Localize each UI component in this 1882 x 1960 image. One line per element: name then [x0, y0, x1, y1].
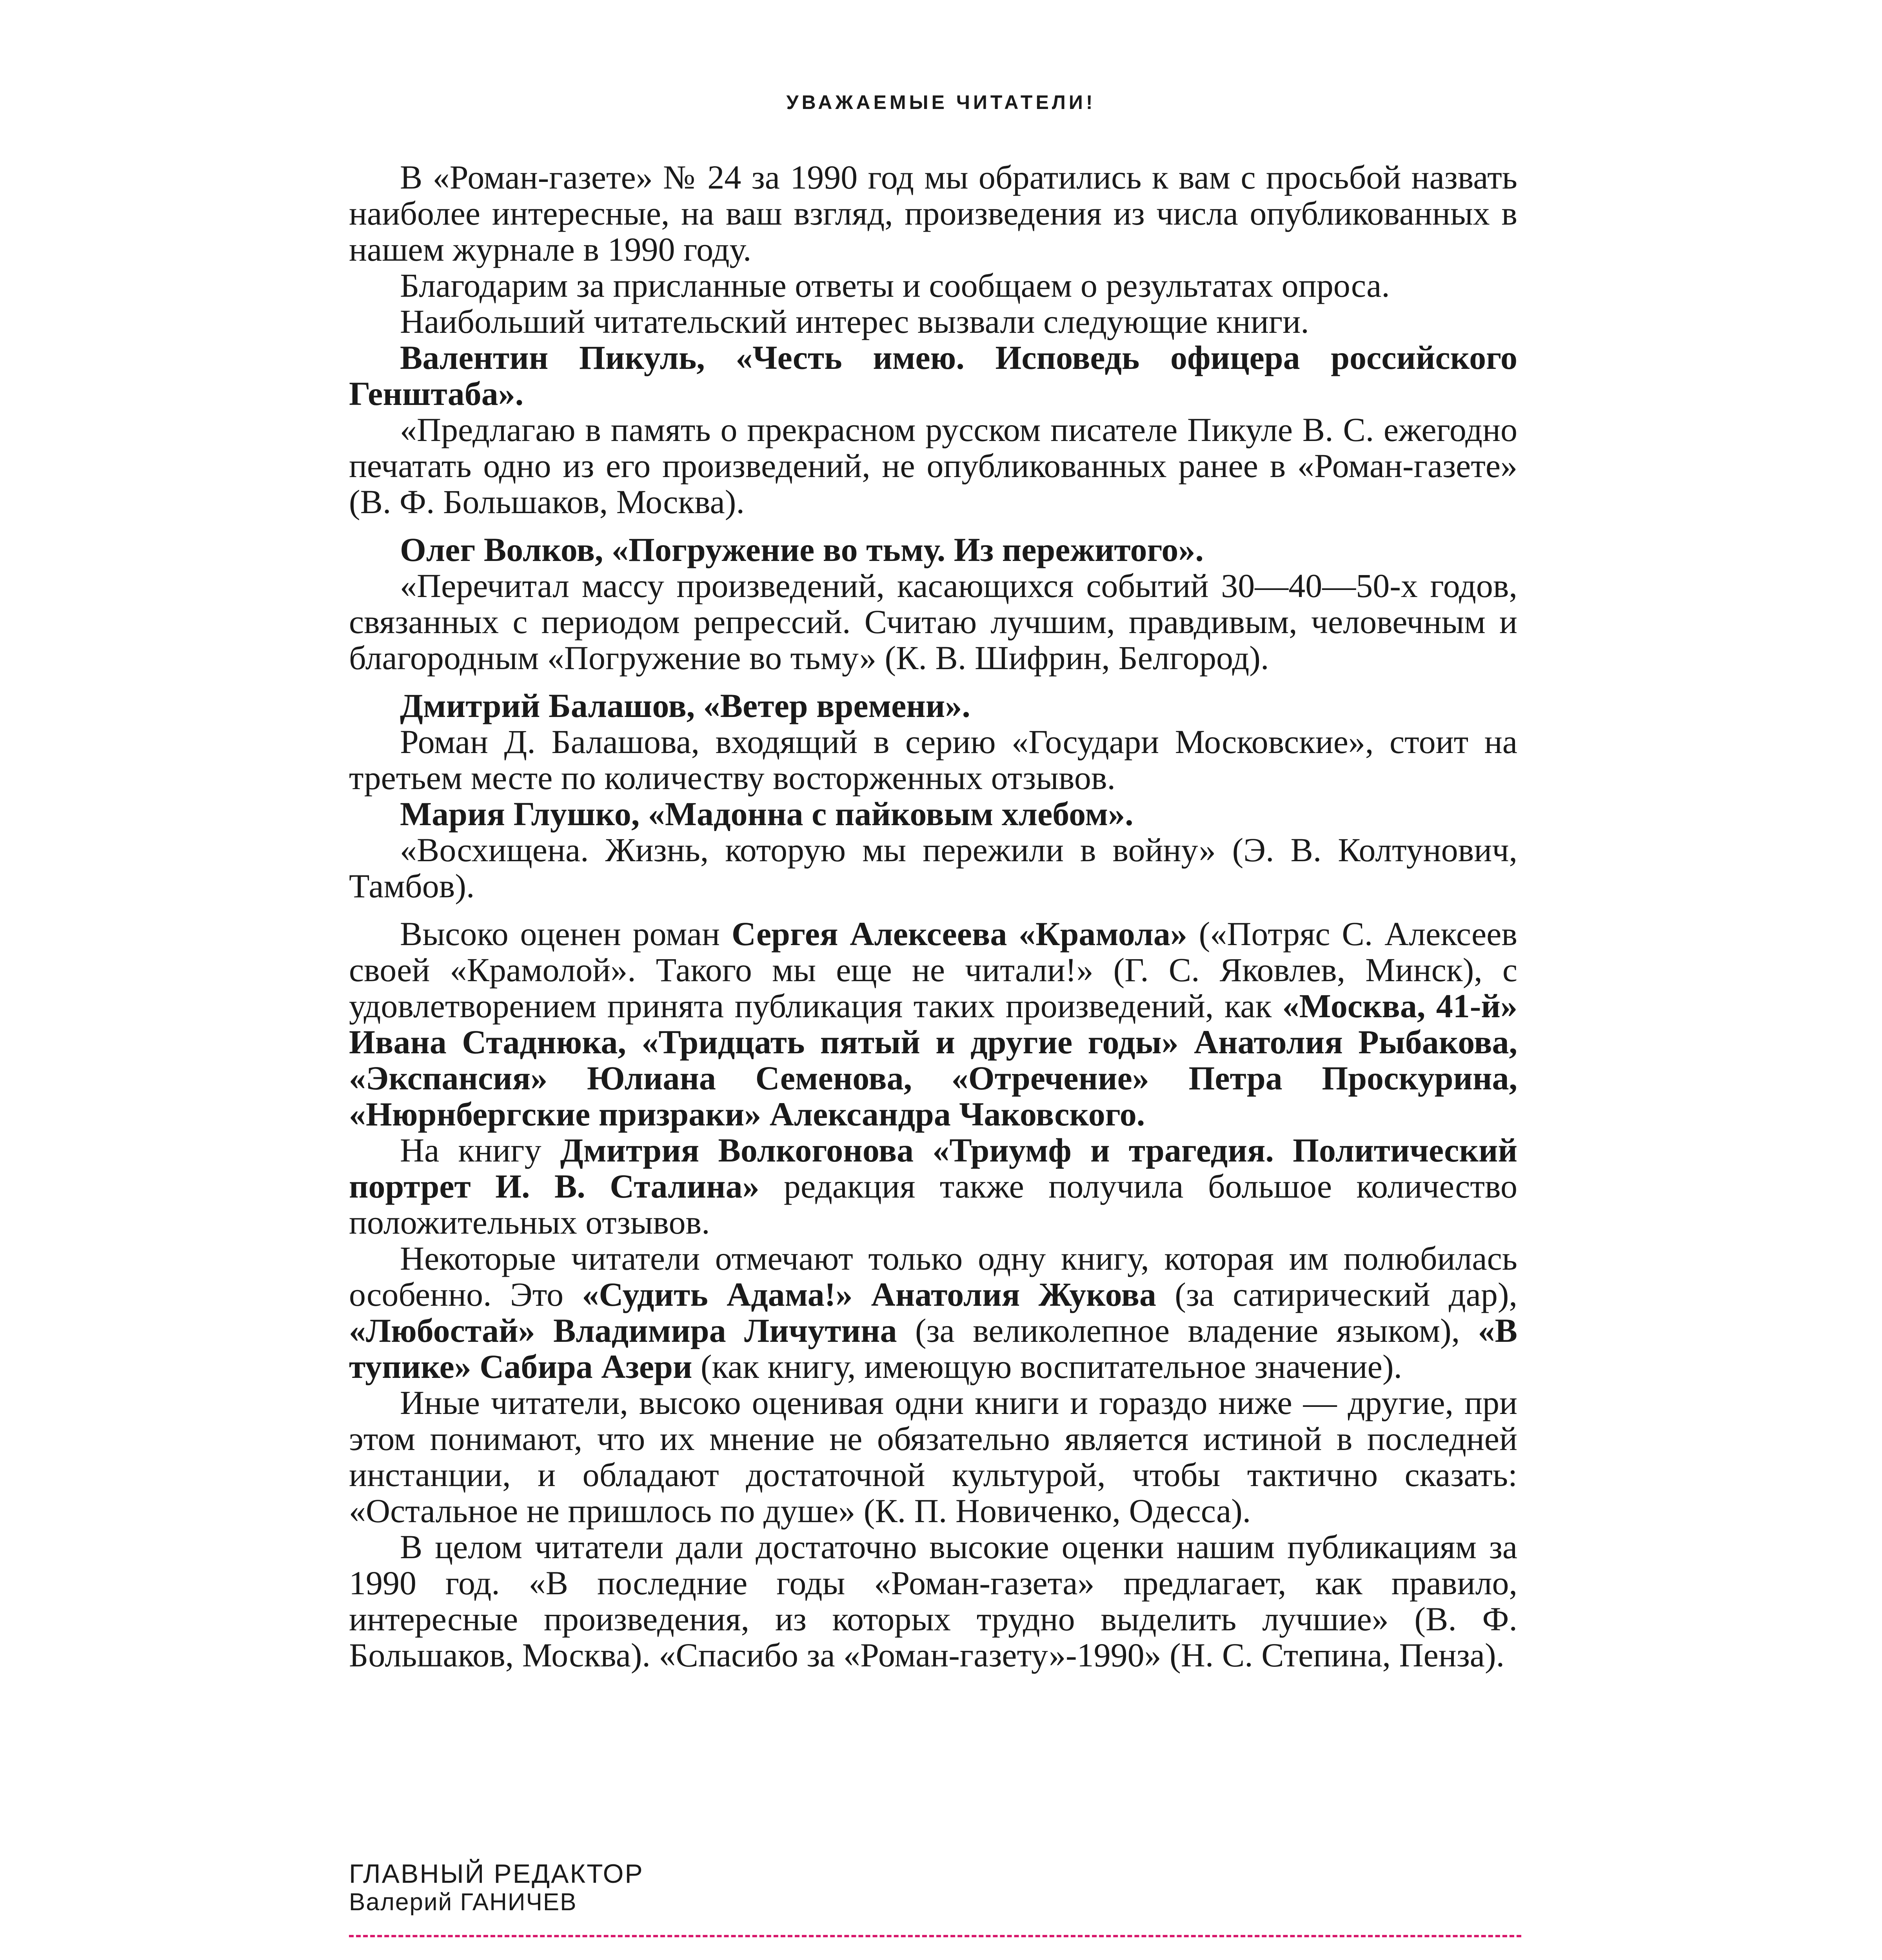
paragraph-interest: Наибольший читательский интерес вызвали следующие книги.: [400, 303, 1309, 340]
book-title-pikul: Валентин Пикуль, «Честь имею. Исповедь офицера российского Генштаба».: [349, 339, 1517, 412]
paragraph-single-book: Некоторые читатели отмечают только одну книгу, которая им полюбилась особенно. Это «Судить Адама!» Анатолия Жукова (за сатирический дар), «Любостай» Владимира Личутина (за великолепное владение языком), «В тупике» Сабира Азери (как книгу, имеющую воспитательное значение).: [349, 1240, 1518, 1385]
book-review-volkov: «Перечитал массу произведений, касающихся событий 30—40—50-х годов, связанных с периодом репрессий. Считаю лучшим, правдивым, человечным и благородным «Погружение во тьму» (К. В. Шифрин, Белгород).: [349, 567, 1517, 677]
paragraph-kramola: Высоко оценен роман Сергея Алексеева «Крамола» («Потряс С. Алексеев своей «Крамолой». Такого мы еще не читали!» (Г. С. Яковлев, Минск), с удовлетворением принята публикация таких произведений, как «Москва, 41-й» Ивана Стаднюка, «Тридцать пятый и другие годы» Анатолия Рыбакова, «Экспансия» Юлиана Семенова, «Отречение» Петра Проскурина, «Нюрнбергские призраки» Александра Чаковского.: [349, 915, 1518, 1133]
editor-role: ГЛАВНЫЙ РЕДАКТОР: [349, 1859, 644, 1889]
editor-name: Валерий ГАНИЧЕВ: [349, 1889, 577, 1916]
book-review-pikul: «Предлагаю в память о прекрасном русском писателе Пикуле В. С. ежегодно печатать одно из его произведений, не опубликованных ранее в «Роман-газете» (В. Ф. Большаков, Москва).: [349, 411, 1517, 521]
book-title-balashov: Дмитрий Балашов, «Ветер времени».: [400, 687, 970, 724]
paragraph-other-readers: Иные читатели, высоко оценивая одни книги и гораздо ниже — другие, при этом понимают, что их мнение не обязательно является истиной в последней инстанции, и обладают достаточной культурой, чтобы тактично сказать: «Остальное не пришлось по душе» (К. П. Новиченко, Одесса).: [349, 1384, 1517, 1530]
book-title-glushko: Мария Глушко, «Мадонна с пайковым хлебом».: [400, 795, 1134, 833]
book-review-balashov: Роман Д. Балашова, входящий в серию «Государи Московские», стоит на третьем месте по количеству восторженных отзывов.: [349, 723, 1517, 797]
book-title-volkov: Олег Волков, «Погружение во тьму. Из пережитого».: [400, 531, 1204, 568]
paragraph-volkogonov: На книгу Дмитрия Волкогонова «Триумф и трагедия. Политический портрет И. В. Сталина» редакция также получила большое количество положительных отзывов.: [349, 1131, 1517, 1241]
divider-line: [349, 1935, 1521, 1937]
paragraph-thanks: Благодарим за присланные ответы и сообщаем о результатах опроса.: [400, 267, 1390, 304]
chief-editor: [349, 1859, 1521, 1916]
book-review-glushko: «Восхищена. Жизнь, которую мы пережили в войну» (Э. В. Колтунович, Тамбов).: [349, 831, 1517, 905]
paragraph-conclusion: В целом читатели дали достаточно высокие оценки нашим публикациям за 1990 год. «В последние годы «Роман-газета» предлагает, как правило, интересные произведения, из которых трудно выделить лучшие» (В. Ф. Большаков, Москва). «Спасибо за «Роман-газету»-1990» (Н. С. Степина, Пенза).: [349, 1528, 1517, 1674]
page-heading: УВАЖАЕМЫЕ ЧИТАТЕЛИ!: [786, 91, 1096, 113]
letter-body: [349, 159, 1517, 1673]
paragraph-intro: В «Роман-газете» № 24 за 1990 год мы обратились к вам с просьбой назвать наиболее интересные, на ваш взгляд, произведения из числа опубликованных в нашем журнале в 1990 году.: [349, 158, 1517, 268]
